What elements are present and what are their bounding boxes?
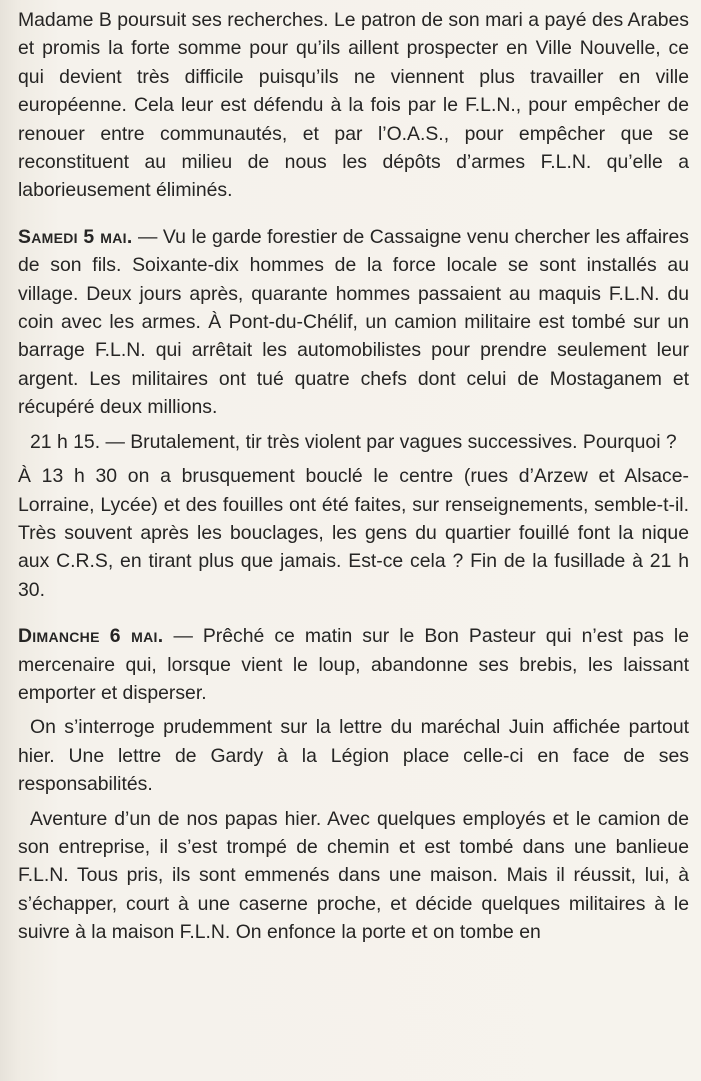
entry-body-samedi: — Vu le garde forestier de Cassaigne venu chercher les affaires de son fils. Soixante-dix hommes de la force locale se sont installés au village. Deux jours après, quarante hommes passaient au maquis F.L.N. du coin avec les armes. À Pont-du-Chélif, un camion militaire est tombé sur un barrage F.L.N. qui arrêtait les automobilistes pour prendre seulement leur argent. Les militaires ont tué quatre chefs dont celui de Mostaganem et récupéré deux millions. (18, 225, 689, 419)
entry-dimanche (18, 622, 689, 707)
paragraph-bouclage: À 13 h 30 on a brusquement bouclé le centre (rues d’Arzew et Alsace-Lorraine, Lycée) et des fouilles ont été faites, sur renseignements, semble-t-il. Très souvent après les bouclages, les gens du quartier fouillé font la nique aux C.R.S, en tirant plus que jamais. Est-ce cela ? Fin de la fusillade à 21 h 30. (18, 465, 689, 601)
entry-date-dimanche: 6 mai. (109, 625, 164, 648)
paragraph-marechal-juin: On s’interroge prudemment sur la lettre du maréchal Juin affichée partout hier. Une lettre de Gardy à la Légion place celle-ci en face de ses responsabilités. (18, 716, 689, 796)
entry-day-samedi: Samedi (18, 225, 78, 248)
entry-samedi (18, 223, 689, 422)
paragraph-recherches: Madame B poursuit ses recherches. Le patron de son mari a payé des Arabes et promis la forte somme pour qu’ils aillent prospecter en Ville Nouvelle, ce qui devient très difficile puisqu’ils ne viennent plus travailler en ville européenne. Cela leur est défendu à la fois par le F.L.N., pour empêcher de renouer entre communautés, et par l’O.A.S., pour empêcher que se reconstituent au milieu de nous les dépôts d’armes F.L.N. qu’elle a laborieusement éliminés. (18, 9, 689, 202)
entry-body-dimanche: — Prêché ce matin sur le Bon Pasteur qui n’est pas le mercenaire qui, lorsque vient le loup, abandonne ses brebis, les laissant emporter et disperser. (18, 625, 690, 704)
entry-date-samedi: 5 mai. (83, 225, 133, 248)
paragraph-21h15: 21 h 15. — Brutalement, tir très violent par vagues successives. Pourquoi ? (30, 430, 677, 453)
paragraph-aventure: Aventure d’un de nos papas hier. Avec quelques employés et le camion de son entreprise, il s’est trompé de chemin et est tombé dans une banlieue F.L.N. Tous pris, ils sont emmenés dans une maison. Mais il réussit, lui, à s’échapper, court à une caserne proche, et décide quelques militaires à le suivre à la maison F.L.N. On enfonce la porte et on tombe en (18, 807, 689, 944)
entry-day-dimanche: Dimanche (18, 625, 100, 648)
page-text (18, 6, 689, 947)
